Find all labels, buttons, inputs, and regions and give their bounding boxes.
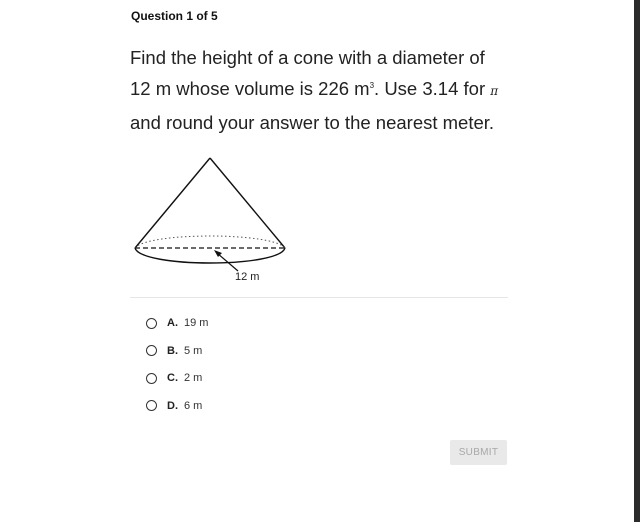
- question-text-part2: . Use 3.14 for: [374, 78, 491, 99]
- option-d[interactable]: [146, 397, 208, 415]
- pi-symbol: π: [490, 84, 499, 98]
- diameter-label: 12 m: [235, 271, 260, 283]
- submit-button[interactable]: SUBMIT: [450, 440, 507, 465]
- cone-diagram: [125, 150, 295, 290]
- question-text-part3: and round your answer to the nearest meter.: [130, 112, 495, 133]
- option-text: 6 m: [184, 399, 203, 412]
- question-prompt: [130, 42, 510, 138]
- question-counter: Question 1 of 5: [131, 9, 218, 23]
- radio-button-icon[interactable]: [146, 345, 157, 356]
- section-divider: [130, 297, 508, 298]
- option-letter: D.: [167, 399, 178, 412]
- cubed-superscript: 3: [369, 81, 375, 90]
- option-letter: B.: [167, 344, 178, 357]
- radio-button-icon[interactable]: [146, 400, 157, 411]
- cone-base-back: [135, 236, 285, 248]
- option-c[interactable]: [146, 369, 208, 387]
- window-edge: [634, 0, 640, 522]
- cone-base-front: [135, 248, 285, 263]
- answer-options: [146, 314, 208, 424]
- radio-button-icon[interactable]: [146, 373, 157, 384]
- radio-button-icon[interactable]: [146, 318, 157, 329]
- cone-left-side: [135, 158, 210, 248]
- option-b[interactable]: [146, 342, 208, 360]
- question-text-part1: Find the height of a cone with a diameter of 12 m whose volume is 226 m: [130, 47, 485, 99]
- option-a[interactable]: [146, 314, 208, 332]
- option-text: 19 m: [184, 317, 209, 329]
- option-text: 2 m: [184, 372, 203, 384]
- option-letter: C.: [167, 372, 178, 384]
- option-text: 5 m: [184, 344, 203, 357]
- option-letter: A.: [167, 317, 178, 329]
- cone-right-side: [210, 158, 285, 248]
